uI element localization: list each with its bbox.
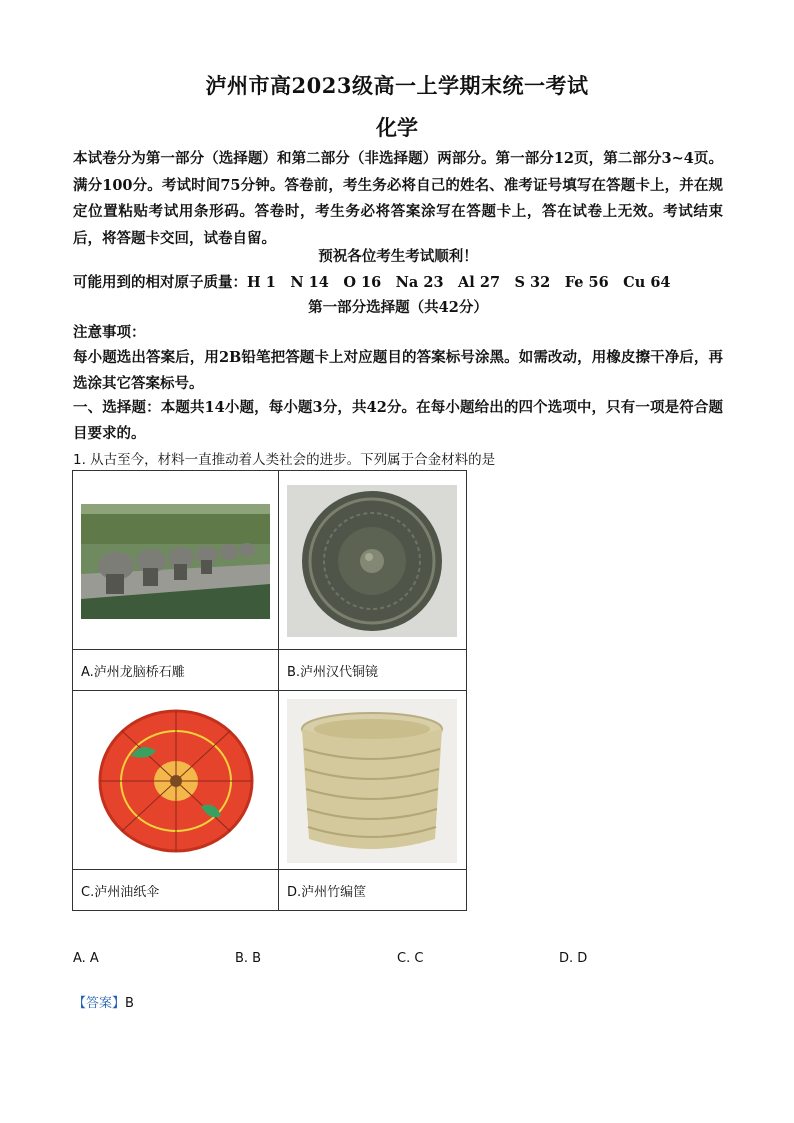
option-b-caption: B.泸州汉代铜镜 [279, 650, 467, 691]
choice-d[interactable]: D. D [559, 951, 588, 966]
choice-c[interactable]: C. C [397, 951, 424, 966]
notice-text: 每小题选出答案后，用2B铅笔把答题卡上对应题目的答案标号涂黑。如需改动，用橡皮擦干净后，再选涂其它答案标号。 [73, 349, 723, 392]
option-b-image-cell [279, 471, 467, 650]
choice-a[interactable]: A. A [73, 951, 99, 966]
option-d-caption: D.泸州竹编筐 [279, 870, 467, 911]
choice-b[interactable]: B. B [235, 951, 262, 966]
atomic-masses-line: 可能用到的相对原子质量：H 1 N 14 O 16 Na 23 Al 27 S 32 Fe 56 Cu 64 [73, 274, 671, 291]
option-a-image-cell [73, 471, 279, 650]
option-a-caption: A.泸州龙脑桥石雕 [73, 650, 279, 691]
question1-answer [73, 992, 134, 1011]
good-luck-line: 预祝各位考生考试顺利！ [318, 248, 478, 265]
option-c-image-cell [73, 691, 279, 870]
exam-title: 泸州市高2023级高一上学期末统一考试 [205, 73, 589, 98]
bronze-mirror-photo [287, 485, 457, 637]
section1-instructions: 一、选择题：本题共14小题，每小题3分，共42分。在每小题给出的四个选项中，只有一项是符合题目要求的。 [73, 399, 723, 442]
option-d-image-cell [279, 691, 467, 870]
stone-bridge-photo [81, 504, 270, 619]
bamboo-basket-photo [287, 699, 457, 863]
subject-title: 化学 [376, 115, 418, 140]
question1-stem: 1. 从古至今，材料一直推动着人类社会的进步。下列属于合金材料的是 [73, 452, 496, 468]
answer-value: B [125, 996, 134, 1011]
question1-options-table [72, 470, 467, 911]
oil-paper-umbrella-photo [91, 706, 261, 856]
exam-instructions: 本试卷分为第一部分（选择题）和第二部分（非选择题）两部分。第一部分12页，第二部分3~4页。满分100分。考试时间75分钟。答卷前，考生务必将自己的姓名、准考证号填写在答题卡上，并在规定位置粘贴考试用条形码。答卷时，考生务必将答案涂写在答题卡上，答在试卷上无效。考试结束后，将答题卡交回，试卷自留。 [73, 150, 723, 247]
part1-heading: 第一部分选择题（共42分） [308, 299, 488, 316]
notice-label: 注意事项： [73, 324, 146, 341]
option-c-caption: C.泸州油纸伞 [73, 870, 279, 911]
answer-label: 【答案】 [73, 996, 126, 1011]
